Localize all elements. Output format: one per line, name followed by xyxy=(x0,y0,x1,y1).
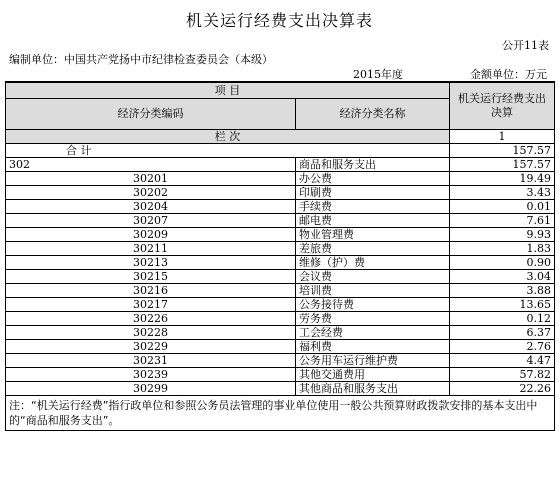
expenditure-value: 9.93 xyxy=(450,228,555,242)
economic-name: 印刷费 xyxy=(296,186,450,200)
table-row xyxy=(6,172,555,186)
economic-name: 维修（护）费 xyxy=(296,256,450,270)
economic-code: 30299 xyxy=(6,382,296,396)
fiscal-year: 2015年度 xyxy=(353,68,403,81)
expenditure-value: 1.83 xyxy=(450,242,555,256)
expenditure-value: 3.04 xyxy=(450,270,555,284)
table-row xyxy=(6,312,555,326)
expenditure-value: 19.49 xyxy=(450,172,555,186)
table-row xyxy=(6,382,555,396)
expenditure-value: 7.61 xyxy=(450,214,555,228)
page-title: 机关运行经费支出决算表 xyxy=(185,11,373,30)
total-label: 合 计 xyxy=(6,144,450,158)
table-row xyxy=(6,354,555,368)
economic-code: 30202 xyxy=(6,186,296,200)
category-row xyxy=(6,158,555,172)
table-row xyxy=(6,256,555,270)
economic-name: 其他商品和服务支出 xyxy=(296,382,450,396)
table-row xyxy=(6,298,555,312)
expenditure-value: 0.90 xyxy=(450,256,555,270)
category-value: 157.57 xyxy=(450,158,555,172)
expenditure-value: 13.65 xyxy=(450,298,555,312)
economic-name: 培训费 xyxy=(296,284,450,298)
expenditure-value: 4.47 xyxy=(450,354,555,368)
lan-row xyxy=(6,130,555,144)
economic-code: 30239 xyxy=(6,368,296,382)
economic-code: 30226 xyxy=(6,312,296,326)
economic-code: 30229 xyxy=(6,340,296,354)
compiling-unit: 编制单位：中国共产党扬中市纪律检查委员会（本级） xyxy=(9,53,273,66)
name-column-header: 经济分类名称 xyxy=(296,99,450,130)
table-row xyxy=(6,284,555,298)
header-row-1 xyxy=(6,82,555,99)
economic-name: 工会经费 xyxy=(296,326,450,340)
economic-name: 会议费 xyxy=(296,270,450,284)
economic-code: 30215 xyxy=(6,270,296,284)
item-header: 项 目 xyxy=(6,82,450,99)
expenditure-value: 22.26 xyxy=(450,382,555,396)
economic-code: 30207 xyxy=(6,214,296,228)
economic-code: 30209 xyxy=(6,228,296,242)
economic-code: 30211 xyxy=(6,242,296,256)
lan-label: 栏 次 xyxy=(6,130,450,144)
economic-name: 物业管理费 xyxy=(296,228,450,242)
table-row xyxy=(6,340,555,354)
table-row xyxy=(6,228,555,242)
expenditure-value: 0.01 xyxy=(450,200,555,214)
economic-name: 其他交通费用 xyxy=(296,368,450,382)
total-row xyxy=(6,144,555,158)
table-row xyxy=(6,242,555,256)
table-row xyxy=(6,214,555,228)
category-code: 302 xyxy=(6,158,296,172)
note-row xyxy=(6,396,555,431)
total-value: 157.57 xyxy=(450,144,555,158)
table-row xyxy=(6,326,555,340)
economic-code: 30213 xyxy=(6,256,296,270)
economic-name: 邮电费 xyxy=(296,214,450,228)
table-row xyxy=(6,186,555,200)
value-column-header: 机关运行经费支出决算 xyxy=(450,82,555,130)
lan-number: 1 xyxy=(450,130,555,144)
code-column-header: 经济分类编码 xyxy=(6,99,296,130)
economic-code: 30204 xyxy=(6,200,296,214)
expenditure-value: 3.43 xyxy=(450,186,555,200)
expenditure-table xyxy=(5,81,555,431)
economic-code: 30217 xyxy=(6,298,296,312)
economic-code: 30228 xyxy=(6,326,296,340)
economic-name: 办公费 xyxy=(296,172,450,186)
economic-code: 30201 xyxy=(6,172,296,186)
amount-unit: 金额单位：万元 xyxy=(470,68,547,81)
form-number: 公开11表 xyxy=(502,39,549,52)
economic-name: 公务接待费 xyxy=(296,298,450,312)
economic-name: 差旅费 xyxy=(296,242,450,256)
table-row xyxy=(6,368,555,382)
footnote: 注：“机关运行经费”指行政单位和参照公务员法管理的事业单位使用一般公共预算财政拨款安排的基本支出中的“商品和服务支出”。 xyxy=(6,396,555,431)
table-row xyxy=(6,270,555,284)
economic-code: 30231 xyxy=(6,354,296,368)
expenditure-value: 57.82 xyxy=(450,368,555,382)
economic-name: 公务用车运行维护费 xyxy=(296,354,450,368)
category-name: 商品和服务支出 xyxy=(296,158,450,172)
table-row xyxy=(6,200,555,214)
expenditure-value: 6.37 xyxy=(450,326,555,340)
expenditure-value: 3.88 xyxy=(450,284,555,298)
expenditure-value: 2.76 xyxy=(450,340,555,354)
economic-name: 福利费 xyxy=(296,340,450,354)
economic-code: 30216 xyxy=(6,284,296,298)
expenditure-value: 0.12 xyxy=(450,312,555,326)
economic-name: 手续费 xyxy=(296,200,450,214)
economic-name: 劳务费 xyxy=(296,312,450,326)
